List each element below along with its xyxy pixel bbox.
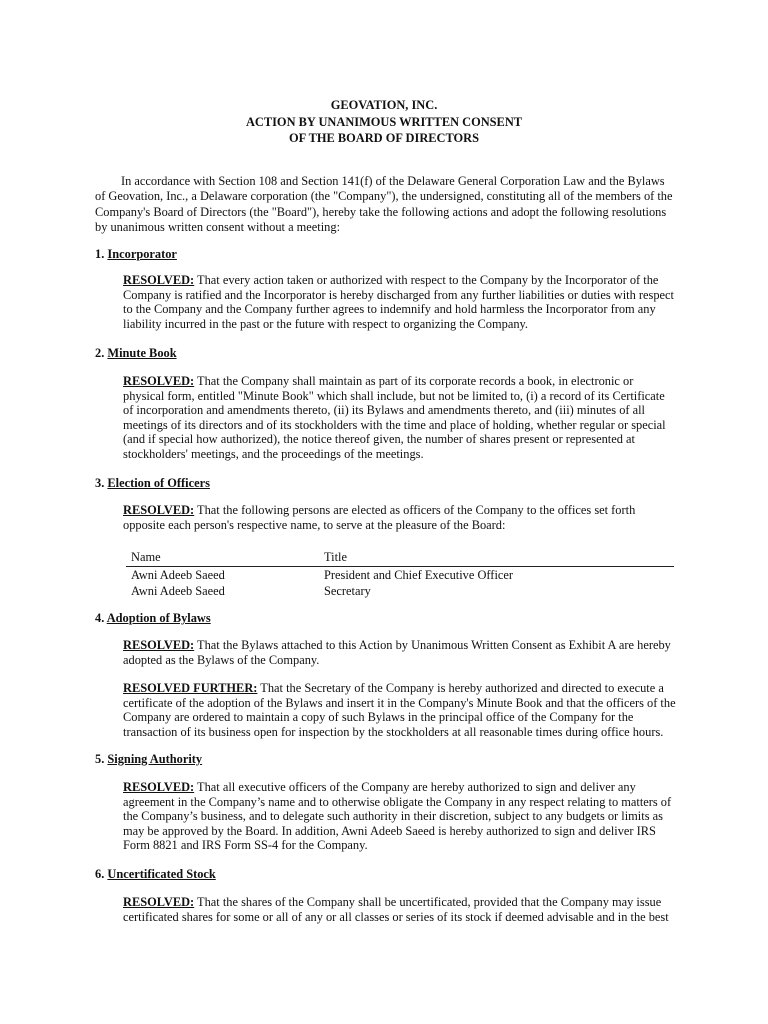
section-heading: Uncertificated Stock — [107, 867, 216, 881]
section-6-resolution — [123, 895, 676, 924]
resolution-lead: RESOLVED: — [123, 273, 195, 287]
section-4-resolution-further — [123, 681, 676, 739]
resolution-text: That the Bylaws attached to this Action by Unanimous Written Consent as Exhibit A are hereby adopted as the Bylaws of the Company. — [123, 638, 671, 667]
section-number: 5. — [95, 752, 105, 766]
document-heading — [0, 97, 768, 147]
section-5-title — [95, 752, 202, 767]
section-heading: Incorporator — [107, 247, 177, 261]
company-name: GEOVATION, INC. — [330, 98, 438, 112]
section-5-resolution — [123, 780, 676, 853]
resolution-text: That all executive officers of the Company are hereby authorized to sign and deliver any agreement in the Company’s name and to otherwise obligate the Company in any respect relating to matters of the Company’s business, and to delegate such authority in their discretion, subject to any budgets or limits as may be approved by the Board. In addition, Awni Adeeb Saeed is hereby authorized to sign and deliver IRS Form 8821 and IRS Form SS-4 for the Company. — [123, 780, 672, 853]
resolution-text: That the following persons are elected as officers of the Company to the offices set forth opposite each person's respective name, to serve at the pleasure of the Board: — [123, 503, 636, 532]
section-3-resolution — [123, 503, 676, 532]
section-6-title — [95, 867, 216, 882]
officer-title: President and Chief Executive Officer — [324, 567, 514, 582]
section-number: 4. — [95, 611, 105, 625]
resolution-lead: RESOLVED: — [123, 503, 195, 517]
section-1-title — [95, 247, 177, 262]
resolution-lead: RESOLVED: — [123, 895, 195, 909]
column-header-name: Name — [131, 550, 161, 564]
resolution-text: That the Secretary of the Company is hereby authorized and directed to execute a certificate of the adoption of the Bylaws and insert it in the Company's Minute Book and that the officers of the Company are ordered to maintain a copy of such Bylaws in the principal office of the Company for the transaction of its business open for inspection by the stockholders at all reasonable times during office hours. — [123, 681, 676, 739]
section-2-resolution — [123, 374, 676, 462]
section-2-title — [95, 346, 177, 361]
officers-table — [126, 549, 674, 600]
section-heading: Minute Book — [107, 346, 177, 360]
officer-name: Awni Adeeb Saeed — [131, 584, 225, 598]
resolution-lead: RESOLVED: — [123, 780, 195, 794]
resolution-lead: RESOLVED: — [123, 638, 195, 652]
intro-paragraph: In accordance with Section 108 and Section 141(f) of the Delaware General Corporation Law and the Bylaws of Geovation, Inc., a Delaware corporation (the "Company"), the undersigned, constituting all of the members of the Company's Board of Directors (the "Board"), hereby take the following actions and adopt the following resolutions by unanimous written consent without a meeting: — [95, 174, 673, 235]
resolution-text: That the Company shall maintain as part of its corporate records a book, in electronic or physical form, entitled "Minute Book" which shall include, but not be limited to, (i) a record of its Certificate of incorporation and amendments thereto, (ii) its Bylaws and amendments thereto, and (iii) minutes of all meetings of its directors and of its stockholders with the time and place of holding, whether regular or special (and if special how authorized), the notice thereof given, the number of shares present or represented at stockholders' meetings, and the proceedings of the meetings. — [123, 374, 666, 461]
officer-title: Secretary — [324, 584, 371, 598]
section-number: 1. — [95, 247, 105, 261]
table-row — [126, 583, 674, 600]
section-4-resolution — [123, 638, 676, 667]
table-row — [126, 567, 674, 584]
section-1-resolution — [123, 273, 676, 331]
document-title-line-2: OF THE BOARD OF DIRECTORS — [288, 131, 480, 145]
resolution-text: That the shares of the Company shall be uncertificated, provided that the Company may issue certificated shares for some or all of any or all classes or series of its stock if deemed advisable and in the best — [123, 895, 669, 924]
section-number: 3. — [95, 476, 105, 490]
section-heading: Election of Officers — [107, 476, 210, 490]
section-heading: Adoption of Bylaws — [106, 611, 211, 625]
section-number: 6. — [95, 867, 105, 881]
section-3-title — [95, 476, 210, 491]
resolution-lead: RESOLVED: — [123, 374, 195, 388]
column-header-title: Title — [324, 550, 347, 564]
resolution-text: That every action taken or authorized with respect to the Company by the Incorporator of the Company is ratified and the Incorporator is hereby discharged from any further liabilities or duties with respect to the Company and the Company further agrees to indemnify and hold harmless the Incorporator from any liability incurred in the past or the future with respect to organizing the Company. — [123, 273, 674, 331]
section-4-title — [95, 611, 211, 626]
officer-name: Awni Adeeb Saeed — [131, 567, 225, 582]
section-heading: Signing Authority — [107, 752, 203, 766]
resolution-lead: RESOLVED FURTHER: — [123, 681, 258, 695]
officers-table-header — [126, 549, 674, 567]
document-title-line-1: ACTION BY UNANIMOUS WRITTEN CONSENT — [245, 114, 523, 129]
section-number: 2. — [95, 346, 105, 360]
